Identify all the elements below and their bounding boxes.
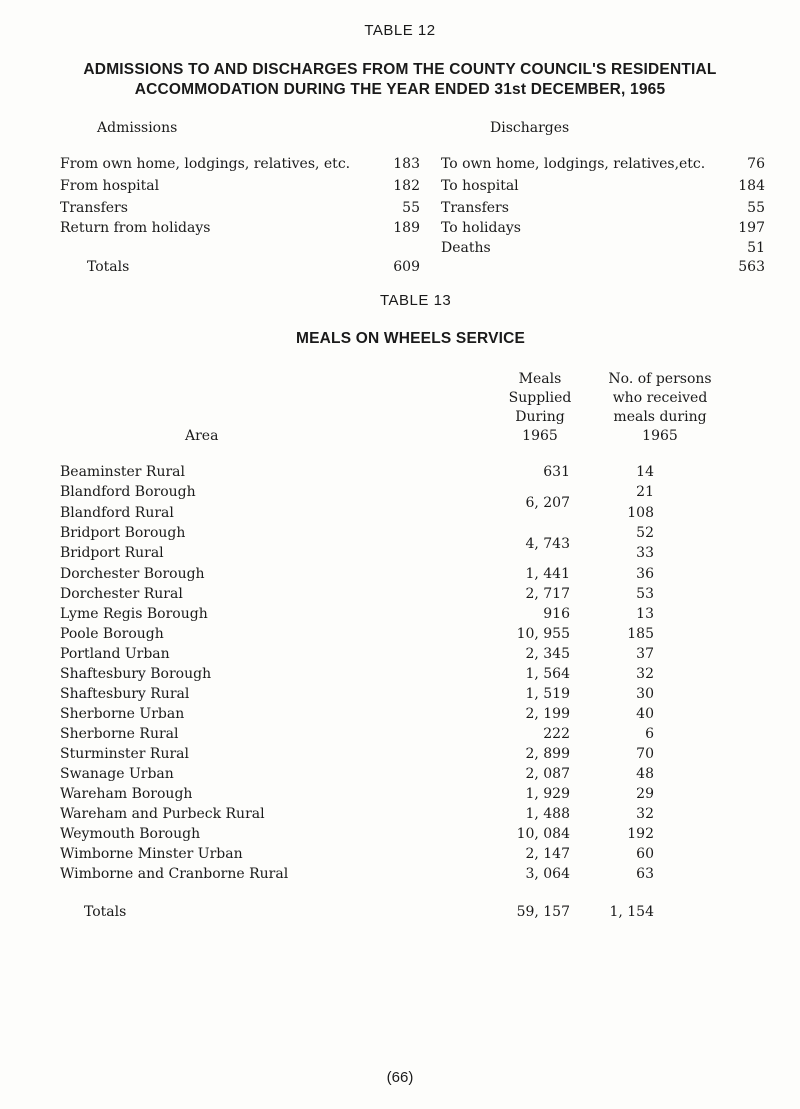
discharge-label: To hospital	[441, 178, 519, 194]
table-row	[0, 686, 800, 706]
column-header-meals: 1965	[522, 428, 558, 444]
table-row	[0, 525, 800, 552]
meals-cell: 10, 084	[516, 826, 570, 842]
discharge-label: To holidays	[441, 220, 521, 236]
table-12-label: TABLE 12	[364, 22, 436, 39]
admission-label: From own home, lodgings, relatives, etc.	[60, 156, 351, 172]
discharge-label: Deaths	[441, 240, 491, 256]
area-cell: Weymouth Borough	[60, 826, 201, 842]
persons-cell: 13	[636, 606, 654, 622]
persons-cell: 185	[627, 626, 654, 642]
totals-persons: 1, 154	[609, 904, 654, 920]
column-header-meals: During	[515, 409, 565, 425]
meals-cell: 2, 345	[525, 646, 570, 662]
discharge-value: 184	[738, 178, 765, 194]
table-row	[0, 746, 800, 766]
table-row	[0, 706, 800, 726]
area-cell: Blandford Rural	[60, 505, 174, 521]
meals-cell: 222	[543, 726, 570, 742]
persons-cell: 40	[636, 706, 654, 722]
admission-value: 183	[393, 156, 420, 172]
admission-label: Transfers	[60, 200, 128, 216]
area-cell: Wareham and Purbeck Rural	[60, 806, 265, 822]
table-12-heading-line-2: ACCOMMODATION DURING THE YEAR ENDED 31st DECEMBER, 1965	[134, 81, 666, 98]
table-row	[0, 866, 800, 886]
area-cell: Poole Borough	[60, 626, 164, 642]
persons-cell: 21	[636, 484, 654, 500]
meals-cell: 1, 441	[525, 566, 570, 582]
meals-cell: 916	[543, 606, 570, 622]
discharge-value: 197	[738, 220, 765, 236]
area-cell: Swanage Urban	[60, 766, 174, 782]
column-header-persons: 1965	[642, 428, 678, 444]
table-row	[0, 464, 800, 484]
discharge-value: 51	[747, 240, 765, 256]
admission-label: From hospital	[60, 178, 160, 194]
meals-cell: 4, 743	[525, 536, 570, 552]
table-12-heading-line-1: ADMISSIONS TO AND DISCHARGES FROM THE COUNTY COUNCIL'S RESIDENTIAL	[83, 61, 717, 78]
area-cell: Beaminster Rural	[60, 464, 186, 480]
admission-label: Return from holidays	[60, 220, 211, 236]
table-row	[0, 484, 800, 511]
discharges-total-value: 563	[738, 259, 765, 275]
persons-cell: 60	[636, 846, 654, 862]
area-cell: Sherborne Rural	[60, 726, 179, 742]
column-header-persons: No. of persons	[608, 371, 712, 387]
meals-cell: 1, 519	[525, 686, 570, 702]
area-cell: Wimborne Minster Urban	[60, 846, 243, 862]
table-row	[0, 626, 800, 646]
admissions-header: Admissions	[97, 120, 178, 136]
discharge-label: Transfers	[441, 200, 509, 216]
persons-cell: 192	[627, 826, 654, 842]
meals-cell: 3, 064	[525, 866, 570, 882]
table-row	[0, 806, 800, 826]
table-row	[0, 505, 800, 525]
table-row	[0, 666, 800, 686]
totals-row	[0, 904, 800, 924]
area-cell: Dorchester Rural	[60, 586, 183, 602]
persons-cell: 36	[636, 566, 654, 582]
meals-cell: 1, 488	[525, 806, 570, 822]
persons-cell: 29	[636, 786, 654, 802]
meals-cell: 6, 207	[525, 495, 570, 511]
meals-cell: 2, 199	[525, 706, 570, 722]
persons-cell: 70	[636, 746, 654, 762]
persons-cell: 52	[636, 525, 654, 541]
table-row	[0, 566, 800, 586]
admissions-total-label: Totals	[87, 259, 130, 275]
admission-value: 182	[393, 178, 420, 194]
meals-cell: 2, 147	[525, 846, 570, 862]
table-row	[0, 826, 800, 846]
page-number: (66)	[386, 1069, 414, 1086]
discharges-header: Discharges	[490, 120, 570, 136]
table-row	[0, 606, 800, 626]
column-header-meals: Supplied	[508, 390, 572, 406]
area-cell: Wareham Borough	[60, 786, 193, 802]
area-cell: Wimborne and Cranborne Rural	[60, 866, 289, 882]
table-row	[0, 786, 800, 806]
persons-cell: 108	[627, 505, 654, 521]
table-row	[0, 646, 800, 666]
area-cell: Shaftesbury Borough	[60, 666, 212, 682]
persons-cell: 32	[636, 666, 654, 682]
persons-cell: 32	[636, 806, 654, 822]
persons-cell: 37	[636, 646, 654, 662]
meals-cell: 10, 955	[516, 626, 570, 642]
persons-cell: 30	[636, 686, 654, 702]
discharge-value: 55	[747, 200, 765, 216]
persons-cell: 48	[636, 766, 654, 782]
table-row	[0, 726, 800, 746]
table-13-heading: MEALS ON WHEELS SERVICE	[296, 330, 526, 347]
table-13-label: TABLE 13	[380, 292, 452, 309]
admission-value: 189	[393, 220, 420, 236]
area-cell: Lyme Regis Borough	[60, 606, 208, 622]
persons-cell: 6	[645, 726, 654, 742]
area-cell: Bridport Borough	[60, 525, 186, 541]
area-cell: Portland Urban	[60, 646, 170, 662]
meals-cell: 2, 717	[525, 586, 570, 602]
persons-cell: 63	[636, 866, 654, 882]
table-row	[0, 545, 800, 565]
discharge-label: To own home, lodgings, relatives,etc.	[441, 156, 706, 172]
persons-cell: 53	[636, 586, 654, 602]
column-header-meals: Meals	[518, 371, 562, 387]
totals-label: Totals	[84, 904, 127, 920]
area-cell: Blandford Borough	[60, 484, 196, 500]
persons-cell: 33	[636, 545, 654, 561]
column-header-persons: who received	[612, 390, 708, 406]
meals-cell: 2, 087	[525, 766, 570, 782]
area-cell: Sturminster Rural	[60, 746, 190, 762]
area-cell: Dorchester Borough	[60, 566, 205, 582]
area-cell: Shaftesbury Rural	[60, 686, 190, 702]
column-header-persons: meals during	[613, 409, 707, 425]
table-row	[0, 846, 800, 866]
meals-cell: 631	[543, 464, 570, 480]
meals-cell: 1, 564	[525, 666, 570, 682]
admissions-total-value: 609	[393, 259, 420, 275]
persons-cell: 14	[636, 464, 654, 480]
discharge-value: 76	[747, 156, 765, 172]
column-header-area: Area	[185, 428, 219, 444]
area-cell: Bridport Rural	[60, 545, 164, 561]
meals-cell: 1, 929	[525, 786, 570, 802]
table-row	[0, 766, 800, 786]
meals-cell: 2, 899	[525, 746, 570, 762]
table-row	[0, 586, 800, 606]
area-cell: Sherborne Urban	[60, 706, 185, 722]
admission-value: 55	[402, 200, 420, 216]
totals-meals: 59, 157	[516, 904, 570, 920]
